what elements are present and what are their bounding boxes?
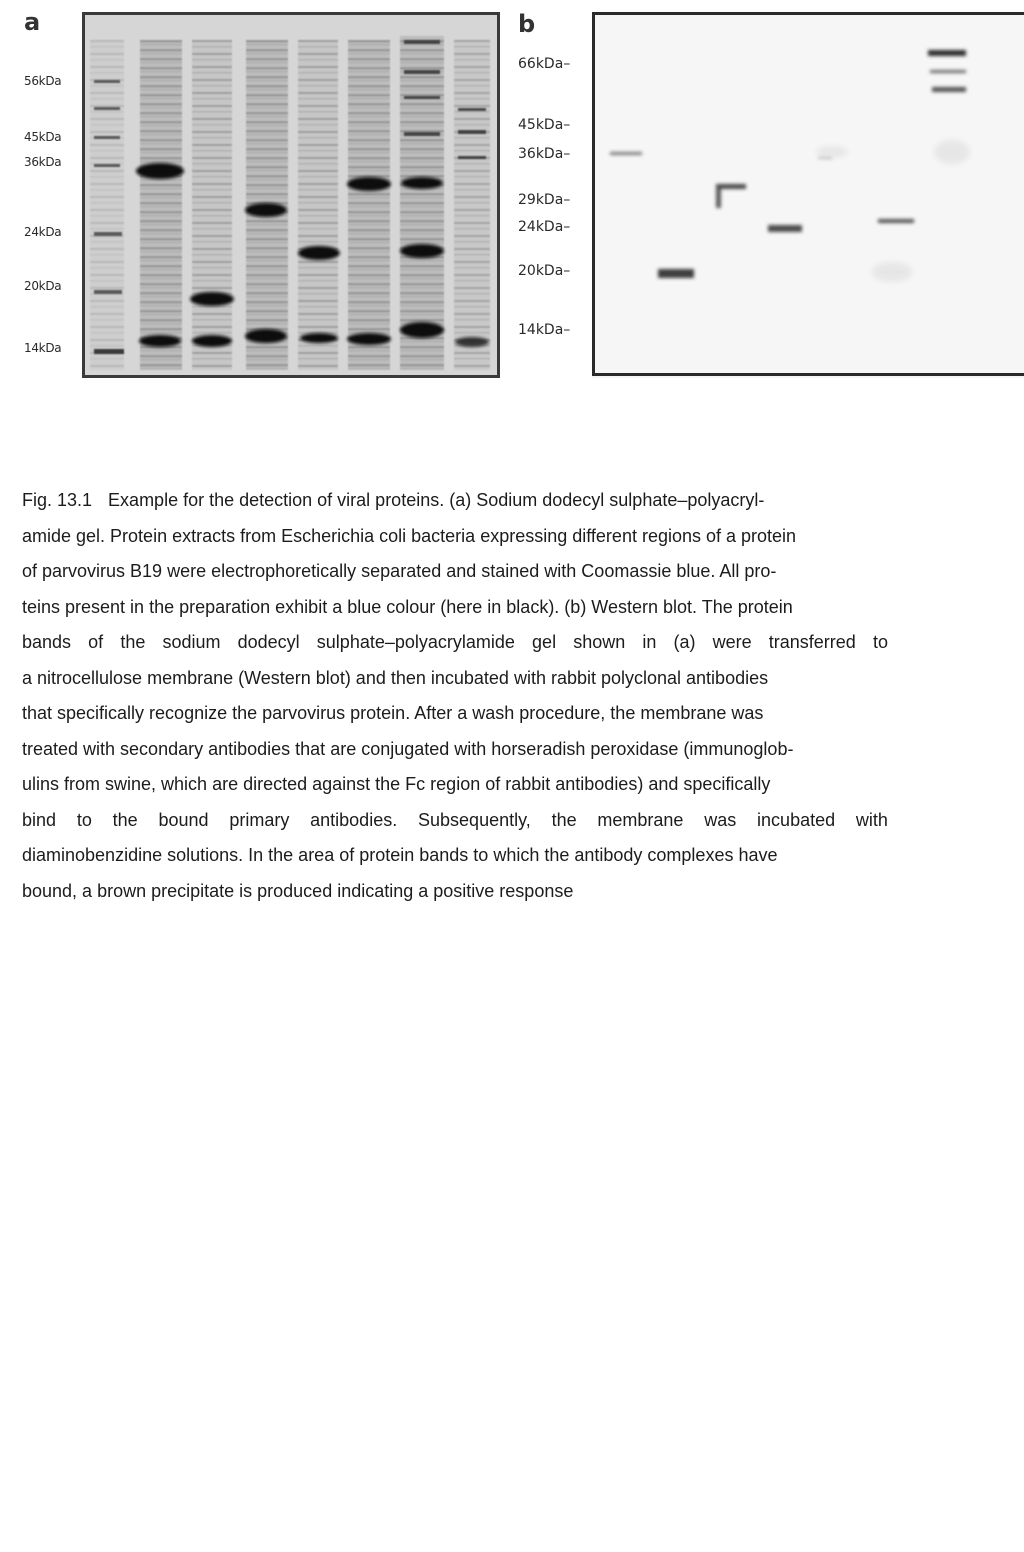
figure-label: Fig. 13.1 bbox=[22, 490, 93, 510]
caption-line-6: a nitrocellulose membrane (Western blot) and then incubated with rabbit polyclonal antibodies bbox=[22, 667, 769, 688]
caption-word: the bbox=[551, 809, 577, 830]
panel-a-marker-56: 56kDa bbox=[24, 74, 62, 88]
caption-word: the bbox=[120, 632, 146, 652]
caption-word: (a) bbox=[673, 632, 696, 652]
caption-word: bound bbox=[158, 809, 209, 830]
panel-b-marker-45: 45kDa– bbox=[518, 117, 571, 133]
caption-line-7: that specifically recognize the parvovirus protein. After a wash procedure, the membrane was bbox=[22, 703, 764, 723]
caption-word: primary bbox=[229, 809, 290, 830]
western-blot-image bbox=[592, 12, 1024, 378]
panel-b-marker-45-text: 45kDa bbox=[518, 117, 564, 133]
panel-b-marker-36-text: 36kDa bbox=[518, 146, 564, 162]
caption-line-4: teins present in the preparation exhibit a blue colour (here in black). (b) Western blot. The protein bbox=[22, 596, 793, 617]
panel-b-marker-36: 36kDa– bbox=[518, 146, 571, 162]
caption-line-10 bbox=[22, 803, 888, 839]
panel-b-letter: b bbox=[518, 10, 536, 38]
caption-word: bind bbox=[22, 809, 57, 830]
caption-word: were bbox=[712, 632, 752, 652]
caption-line-12: bound, a brown precipitate is produced indicating a positive response bbox=[22, 880, 574, 901]
caption-word: of bbox=[88, 632, 104, 652]
panel-a-marker-24: 24kDa bbox=[24, 225, 62, 239]
caption-word: antibodies. bbox=[310, 809, 398, 830]
caption-word: Subsequently, bbox=[418, 809, 531, 830]
panel-b-marker-20: 20kDa– bbox=[518, 263, 571, 279]
caption-line-8: treated with secondary antibodies that are conjugated with horseradish peroxidase (immunoglob- bbox=[22, 738, 794, 759]
panel-b-marker-14: 14kDa– bbox=[518, 322, 571, 338]
panel-b-marker-29-text: 29kDa bbox=[518, 192, 564, 208]
caption-word: sulphate–polyacrylamide bbox=[316, 632, 515, 652]
caption-line-3: of parvovirus B19 were electrophoretically separated and stained with Coomassie blue. All pro- bbox=[22, 561, 777, 581]
caption-line-9: ulins from swine, which are directed against the Fc region of rabbit antibodies) and specifically bbox=[22, 774, 771, 794]
caption-line-1-text: Example for the detection of viral proteins. (a) Sodium dodecyl sulphate–polyacryl- bbox=[108, 490, 765, 510]
panel-b-marker-66: 66kDa– bbox=[518, 56, 571, 72]
panel-a-marker-36: 36kDa bbox=[24, 155, 62, 169]
caption-line-2: amide gel. Protein extracts from Escherichia coli bacteria expressing different regions of a protein bbox=[22, 525, 797, 546]
caption-word: was bbox=[704, 809, 737, 830]
caption-word: gel bbox=[532, 632, 557, 652]
caption-word: the bbox=[112, 809, 138, 830]
caption-line-5 bbox=[22, 625, 888, 661]
panel-b-marker-14-text: 14kDa bbox=[518, 322, 564, 338]
caption-word: transferred bbox=[768, 632, 856, 652]
caption-word: to bbox=[872, 632, 888, 652]
panel-a-marker-20: 20kDa bbox=[24, 279, 62, 293]
caption-word: shown bbox=[573, 632, 626, 652]
figure-13-1 bbox=[0, 0, 1024, 390]
panel-a-marker-45: 45kDa bbox=[24, 130, 62, 144]
caption-word: membrane bbox=[597, 809, 684, 830]
caption-line-11: diaminobenzidine solutions. In the area of protein bands to which the antibody complexes have bbox=[22, 845, 778, 865]
panel-b-marker-24: 24kDa– bbox=[518, 219, 571, 235]
panel-a-marker-14: 14kDa bbox=[24, 341, 62, 355]
caption-word: in bbox=[642, 632, 657, 652]
panel-b-marker-24-text: 24kDa bbox=[518, 219, 564, 235]
caption-word: sodium bbox=[162, 632, 221, 652]
caption-word: incubated bbox=[757, 809, 836, 830]
panel-a-letter: a bbox=[24, 8, 41, 36]
caption-word: to bbox=[76, 809, 92, 830]
sds-page-gel-image bbox=[82, 12, 500, 378]
caption-word: bands bbox=[22, 632, 72, 652]
caption-word: with bbox=[855, 809, 888, 830]
panel-b-marker-66-text: 66kDa bbox=[518, 56, 564, 72]
caption-line-1 bbox=[22, 483, 888, 519]
panel-b-marker-20-text: 20kDa bbox=[518, 263, 564, 279]
panel-b-marker-29: 29kDa– bbox=[518, 192, 571, 208]
figure-caption bbox=[22, 483, 888, 909]
caption-word: dodecyl bbox=[237, 632, 300, 652]
